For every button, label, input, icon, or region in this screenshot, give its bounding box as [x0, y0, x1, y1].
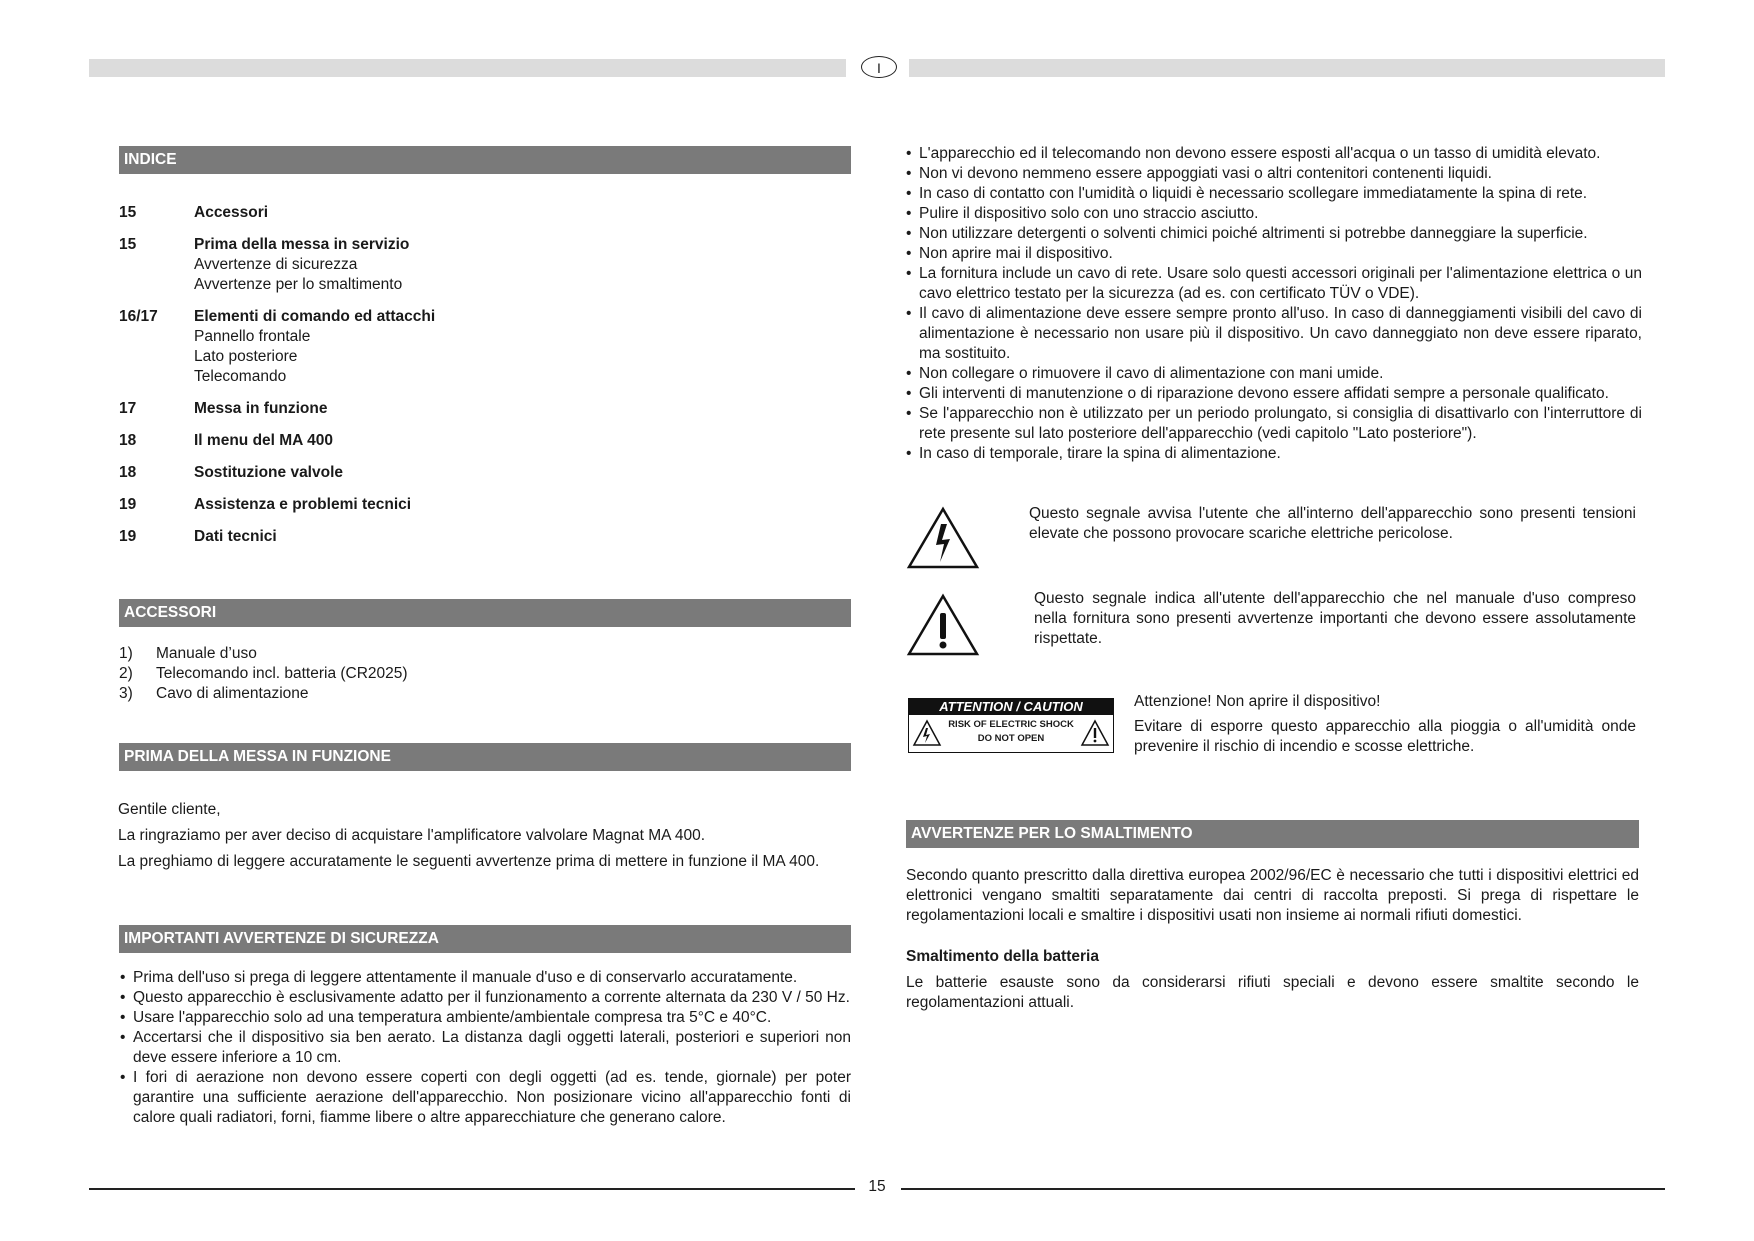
list-item: • Gli interventi di manutenzione o di riparazione devono essere affidati sempre a personale qualificato.: [906, 384, 1642, 404]
toc-title: Prima della messa in servizio: [194, 236, 410, 253]
safety-list-left: [120, 968, 851, 1128]
item-number: 2): [119, 665, 133, 682]
accessories-list: [119, 644, 408, 704]
footer-rule-right: [901, 1188, 1665, 1190]
item-text: Cavo di alimentazione: [156, 685, 309, 702]
intro-paragraph-2: La preghiamo di leggere accuratamente le seguenti avvertenze prima di mettere in funzione il MA 400.: [118, 853, 820, 870]
list-item: • Non utilizzare detergenti o solventi chimici poiché altrimenti si potrebbe danneggiare la superficie.: [906, 224, 1642, 244]
language-badge: [861, 56, 897, 78]
toc-title: Dati tecnici: [194, 528, 277, 545]
toc-page: 19: [119, 528, 137, 545]
list-item: [119, 664, 408, 684]
toc-page: 16/17: [119, 308, 158, 325]
disposal-paragraph: Secondo quanto prescritto dalla direttiva europea 2002/96/EC è necessario che tutti i dispositivi elettrici ed elettronici vengano smaltiti separatamente dai centri di raccolta preposti. Si prega di rispettare le regolamentazioni locali e smaltire i dispositivi usati non insieme ai normali rifiuti domestici.: [906, 867, 1639, 924]
toc-page: 15: [119, 236, 137, 253]
toc-subentry: Avvertenze per lo smaltimento: [194, 276, 403, 293]
list-item: • In caso di temporale, tirare la spina di alimentazione.: [906, 444, 1642, 464]
list-item: • Se l'apparecchio non è utilizzato per un periodo prolungato, si consiglia di disattivarlo con l'interruttore di rete presente sul lato posteriore dell'apparecchio (vedi capitolo "Lato posteriore").: [906, 404, 1642, 444]
battery-disposal-text: Le batterie esauste sono da considerarsi rifiuti speciali e devono essere smaltite secondo le regolamentazioni attuali.: [906, 974, 1639, 1011]
toc-page: 19: [119, 496, 137, 513]
list-item: • Non aprire mai il dispositivo.: [906, 244, 1642, 264]
caution-label-title: ATTENTION / CAUTION: [909, 699, 1113, 715]
list-item: • Il cavo di alimentazione deve essere sempre pronto all'uso. In caso di danneggiamenti visibili del cavo di alimentazione è necessario non usare più il dispositivo. Un cavo danneggiato non deve essere riparato, ma sostituito.: [906, 304, 1642, 364]
header-bar-right: [909, 59, 1665, 77]
accessories-heading: ACCESSORI: [119, 599, 851, 627]
safety-heading: IMPORTANTI AVVERTENZE DI SICUREZZA: [119, 925, 851, 953]
toc-heading: INDICE: [119, 146, 851, 174]
toc-page: 17: [119, 400, 137, 417]
greeting: Gentile cliente,: [118, 801, 221, 818]
list-item: • Questo apparecchio è esclusivamente adatto per il funzionamento a corrente alternata da 230 V / 50 Hz.: [120, 988, 851, 1008]
caution-label: [908, 698, 1114, 753]
item-text: Telecomando incl. batteria (CR2025): [156, 665, 408, 682]
list-item: • Usare l'apparecchio solo ad una temperatura ambiente/ambientale compresa tra 5°C e 40°C.: [120, 1008, 851, 1028]
intro-heading: PRIMA DELLA MESSA IN FUNZIONE: [119, 743, 851, 771]
list-item: • Accertarsi che il dispositivo sia ben aerato. La distanza dagli oggetti laterali, posteriori e superiori non deve essere inferiore a 10 cm.: [120, 1028, 851, 1068]
battery-disposal-title: Smaltimento della batteria: [906, 948, 1099, 965]
toc-subentry: Avvertenze di sicurezza: [194, 256, 358, 273]
caution-label-line-2: DO NOT OPEN: [977, 733, 1045, 744]
list-item: • I fori di aerazione non devono essere coperti con degli oggetti (ad es. tende, giornale) per poter garantire una sufficiente aerazione dell'apparecchio. Non posizionare vicino all'apparecchio fonti di calore quali radiatori, forni, fiamme libere o altre apparecchiature che generano calore.: [120, 1068, 851, 1128]
small-attention-icon: [1080, 719, 1110, 747]
toc-subentry: Pannello frontale: [194, 328, 311, 345]
list-item: • Non vi devono nemmeno essere appoggiati vasi o altri contenitori contenenti liquidi.: [906, 164, 1642, 184]
caution-text-1: Attenzione! Non aprire il dispositivo!: [1134, 693, 1381, 710]
footer-rule-left: [89, 1188, 855, 1190]
toc-title: Elementi di comando ed attacchi: [194, 308, 436, 325]
toc-title: Messa in funzione: [194, 400, 328, 417]
attention-warning-icon: [906, 593, 980, 657]
toc-subentry: Lato posteriore: [194, 348, 298, 365]
toc-subentry: Telecomando: [194, 368, 287, 385]
toc-title: Accessori: [194, 204, 269, 221]
toc-page: 15: [119, 204, 137, 221]
toc-title: Il menu del MA 400: [194, 432, 333, 449]
caution-label-line-1: RISK OF ELECTRIC SHOCK: [948, 719, 1074, 730]
page-number: 15: [868, 1178, 886, 1195]
manual-warning-text: Questo segnale indica all'utente dell'apparecchio che nel manuale d'uso compreso nella fornitura sono presenti avvertenze importanti che devono essere assolutamente rispettate.: [1034, 590, 1636, 647]
item-number: 1): [119, 645, 133, 662]
toc-title: Sostituzione valvole: [194, 464, 344, 481]
voltage-warning-text: Questo segnale avvisa l'utente che all'interno dell'apparecchio sono presenti tensioni elevate che possono provocare scariche elettriche pericolose.: [1029, 505, 1636, 542]
list-item: [119, 684, 408, 704]
intro-paragraph-1: La ringraziamo per aver deciso di acquistare l'amplificatore valvolare Magnat MA 400.: [118, 827, 706, 844]
high-voltage-warning-icon: [906, 506, 980, 570]
item-number: 3): [119, 685, 133, 702]
list-item: • Non collegare o rimuovere il cavo di alimentazione con mani umide.: [906, 364, 1642, 384]
toc-page: 18: [119, 432, 137, 449]
disposal-heading: AVVERTENZE PER LO SMALTIMENTO: [906, 820, 1639, 848]
list-item: [119, 644, 408, 664]
item-text: Manuale d’uso: [156, 645, 257, 662]
caution-text-2: Evitare di esporre questo apparecchio alla pioggia o all'umidità onde prevenire il rischio di incendio e scosse elettriche.: [1134, 718, 1636, 755]
header-bar-left: [89, 59, 846, 77]
list-item: • L'apparecchio ed il telecomando non devono essere esposti all'acqua o un tasso di umidità elevato.: [906, 144, 1642, 164]
list-item: • La fornitura include un cavo di rete. Usare solo questi accessori originali per l'alimentazione elettrica o un cavo elettrico testato per la sicurezza (ad es. con certificato TÜV o VDE).: [906, 264, 1642, 304]
toc-title: Assistenza e problemi tecnici: [194, 496, 412, 513]
toc-page: 18: [119, 464, 137, 481]
list-item: • In caso di contatto con l'umidità o liquidi è necessario scollegare immediatamente la spina di rete.: [906, 184, 1642, 204]
list-item: • Pulire il dispositivo solo con uno straccio asciutto.: [906, 204, 1642, 224]
list-item: • Prima dell'uso si prega di leggere attentamente il manuale d'uso e di conservarlo accuratamente.: [120, 968, 851, 988]
safety-list-right: [906, 144, 1642, 464]
language-code: I: [877, 60, 881, 76]
